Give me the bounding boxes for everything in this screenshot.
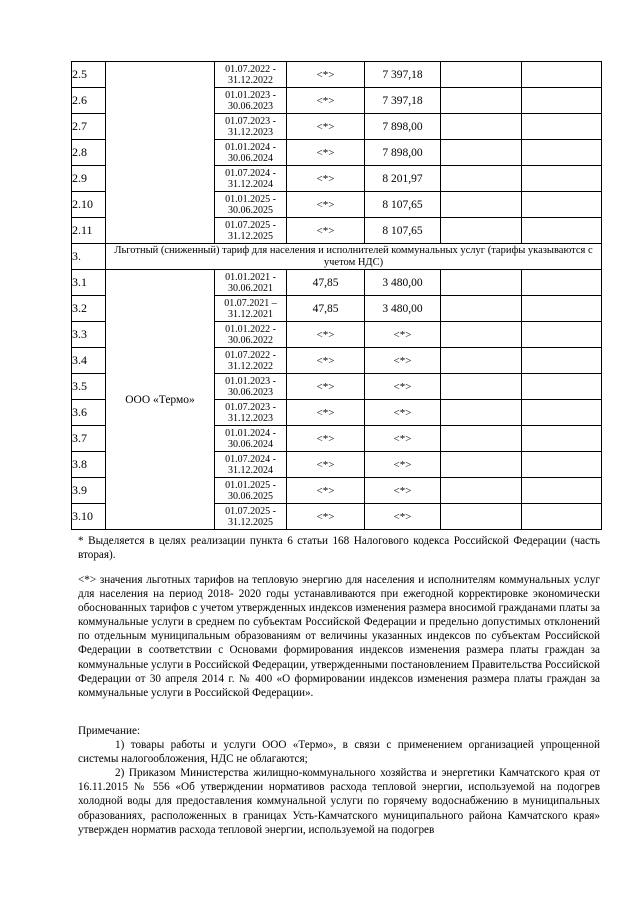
- period-cell: 01.07.2024 - 31.12.2024: [215, 166, 287, 192]
- empty-cell: [522, 166, 602, 192]
- tariff-value-1: <*>: [287, 374, 365, 400]
- empty-cell: [441, 400, 522, 426]
- section-title: Льготный (сниженный) тариф для населения и исполнителей коммунальных услуг (тарифы указываются с учетом НДС): [106, 244, 602, 270]
- row-number: 2.6: [72, 88, 106, 114]
- tariff-value-1: <*>: [287, 400, 365, 426]
- row-number: 3.8: [72, 452, 106, 478]
- empty-cell: [522, 400, 602, 426]
- empty-cell: [441, 192, 522, 218]
- row-number: 3.6: [72, 400, 106, 426]
- tariff-value-2: 7 898,00: [365, 140, 441, 166]
- tariff-value-2: <*>: [365, 348, 441, 374]
- table-row: [72, 62, 602, 88]
- empty-cell: [522, 452, 602, 478]
- period-cell: 01.01.2025 - 30.06.2025: [215, 192, 287, 218]
- tariff-value-1: <*>: [287, 478, 365, 504]
- period-cell: 01.07.2022 - 31.12.2022: [215, 62, 287, 88]
- section-header-row: [72, 244, 602, 270]
- remarks-item-1: 1) товары работы и услуги ООО «Термо», в связи с применением организацией упрощенной системы налогообложения, НДС не облагаются;: [78, 739, 600, 766]
- tariff-value-1: <*>: [287, 62, 365, 88]
- tariff-value-1: <*>: [287, 114, 365, 140]
- row-number: 3.5: [72, 374, 106, 400]
- empty-cell: [441, 452, 522, 478]
- empty-cell: [522, 504, 602, 530]
- row-number: 3.1: [72, 270, 106, 296]
- tariff-value-1: <*>: [287, 192, 365, 218]
- tariff-value-1: <*>: [287, 166, 365, 192]
- tariff-value-2: <*>: [365, 322, 441, 348]
- remarks-section: [78, 724, 600, 837]
- empty-cell: [522, 88, 602, 114]
- tariff-value-2: <*>: [365, 426, 441, 452]
- row-number: 2.7: [72, 114, 106, 140]
- empty-cell: [441, 218, 522, 244]
- empty-cell: [522, 348, 602, 374]
- tariff-value-2: <*>: [365, 504, 441, 530]
- period-cell: 01.01.2023 - 30.06.2023: [215, 374, 287, 400]
- period-cell: 01.01.2023 - 30.06.2023: [215, 88, 287, 114]
- empty-cell: [522, 114, 602, 140]
- row-number: 3.10: [72, 504, 106, 530]
- period-cell: 01.01.2024 - 30.06.2024: [215, 140, 287, 166]
- tariff-value-1: <*>: [287, 322, 365, 348]
- period-cell: 01.01.2021 - 30.06.2021: [215, 270, 287, 296]
- tariff-value-1: 47,85: [287, 296, 365, 322]
- tariff-value-2: <*>: [365, 400, 441, 426]
- row-number: 3.9: [72, 478, 106, 504]
- empty-cell: [441, 166, 522, 192]
- empty-cell: [522, 322, 602, 348]
- row-number: 3.7: [72, 426, 106, 452]
- vat-footnote: [78, 534, 600, 562]
- empty-cell: [441, 270, 522, 296]
- period-cell: 01.07.2024 - 31.12.2024: [215, 452, 287, 478]
- vat-footnote-text: * Выделяется в целях реализации пункта 6 статьи 168 Налогового кодекса Российской Федерации (часть вторая).: [78, 535, 600, 562]
- empty-cell: [522, 270, 602, 296]
- tariff-value-1: <*>: [287, 452, 365, 478]
- tariff-value-1: <*>: [287, 88, 365, 114]
- organization-cell-empty: [106, 62, 215, 244]
- period-cell: 01.01.2025 - 30.06.2025: [215, 478, 287, 504]
- period-cell: 01.01.2022 - 30.06.2022: [215, 322, 287, 348]
- row-number: 3.3: [72, 322, 106, 348]
- tariff-value-2: 8 201,97: [365, 166, 441, 192]
- empty-cell: [441, 504, 522, 530]
- empty-cell: [441, 374, 522, 400]
- tariff-value-2: 8 107,65: [365, 192, 441, 218]
- empty-cell: [441, 348, 522, 374]
- tariff-value-2: 7 397,18: [365, 88, 441, 114]
- row-number: 2.9: [72, 166, 106, 192]
- tariff-value-2: 3 480,00: [365, 270, 441, 296]
- tariff-value-2: <*>: [365, 452, 441, 478]
- preferential-tariff-footnote-text: <*> значения льготных тарифов на тепловую энергию для населения и исполнителям коммунальных услуг для населения на период 2018- 2020 годы устанавливаются при ежегодной корректировке экономически обоснованных тарифов с учетом утвержденных индексов изменения размера вносимой гражданами платы за коммунальные услуги в среднем по субъектам Российской Федерации и предельно допустимых отклонений по отдельным муниципальным образованиям от величины указанных индексов по субъектам Российской Федерации в соответствии с Основами формирования индексов изменения размера платы граждан за коммунальные услуги в Российской Федерации, утвержденными постановлением Правительства Российской Федерации от 30 апреля 2014 г. № 400 «О формировании индексов изменения размера платы граждан за коммунальные услуги в Российской Федерации».: [78, 574, 600, 699]
- empty-cell: [441, 88, 522, 114]
- tariff-value-1: <*>: [287, 140, 365, 166]
- row-number: 2.10: [72, 192, 106, 218]
- empty-cell: [522, 374, 602, 400]
- tariff-value-2: 8 107,65: [365, 218, 441, 244]
- empty-cell: [522, 426, 602, 452]
- period-cell: 01.07.2023 - 31.12.2023: [215, 400, 287, 426]
- tariff-value-2: 7 397,18: [365, 62, 441, 88]
- organization-name: ООО «Термо»: [106, 270, 215, 530]
- period-cell: 01.07.2025 - 31.12.2025: [215, 504, 287, 530]
- empty-cell: [441, 140, 522, 166]
- row-number: 2.8: [72, 140, 106, 166]
- section-number: 3.: [72, 244, 106, 270]
- row-number: 2.5: [72, 62, 106, 88]
- empty-cell: [522, 296, 602, 322]
- period-cell: 01.07.2025 - 31.12.2025: [215, 218, 287, 244]
- period-cell: 01.07.2021 – 31.12.2021: [215, 296, 287, 322]
- remarks-item-2: 2) Приказом Министерства жилищно-коммунального хозяйства и энергетики Камчатского края от 16.11.2015 № 556 «Об утверждении нормативов расхода тепловой энергии, используемой на подогрев холодной воды для предоставления коммунальной услуги по горячему водоснабжению в муниципальных образованиях, расположенных в границах Усть-Камчатского муниципального района Камчатского края» утвержден норматив расхода тепловой энергии, используемой на подогрев: [78, 767, 600, 836]
- table-row: [72, 270, 602, 296]
- tariff-value-1: <*>: [287, 218, 365, 244]
- period-cell: 01.01.2024 - 30.06.2024: [215, 426, 287, 452]
- tariff-value-1: <*>: [287, 426, 365, 452]
- empty-cell: [441, 478, 522, 504]
- row-number: 3.4: [72, 348, 106, 374]
- empty-cell: [522, 218, 602, 244]
- empty-cell: [522, 62, 602, 88]
- tariff-value-1: 47,85: [287, 270, 365, 296]
- tariff-value-1: <*>: [287, 504, 365, 530]
- period-cell: 01.07.2023 - 31.12.2023: [215, 114, 287, 140]
- row-number: 2.11: [72, 218, 106, 244]
- tariff-value-2: 3 480,00: [365, 296, 441, 322]
- table-section-2: [72, 62, 602, 270]
- empty-cell: [522, 140, 602, 166]
- empty-cell: [522, 478, 602, 504]
- tariff-value-2: <*>: [365, 478, 441, 504]
- tariff-table: [71, 61, 602, 530]
- empty-cell: [441, 62, 522, 88]
- period-cell: 01.07.2022 - 31.12.2022: [215, 348, 287, 374]
- empty-cell: [441, 426, 522, 452]
- empty-cell: [441, 296, 522, 322]
- tariff-value-2: <*>: [365, 374, 441, 400]
- table-section-3: [72, 270, 602, 530]
- empty-cell: [522, 192, 602, 218]
- row-number: 3.2: [72, 296, 106, 322]
- empty-cell: [441, 322, 522, 348]
- empty-cell: [441, 114, 522, 140]
- tariff-value-1: <*>: [287, 348, 365, 374]
- remarks-title: Примечание:: [78, 725, 141, 737]
- tariff-value-2: 7 898,00: [365, 114, 441, 140]
- preferential-tariff-footnote: [78, 573, 600, 700]
